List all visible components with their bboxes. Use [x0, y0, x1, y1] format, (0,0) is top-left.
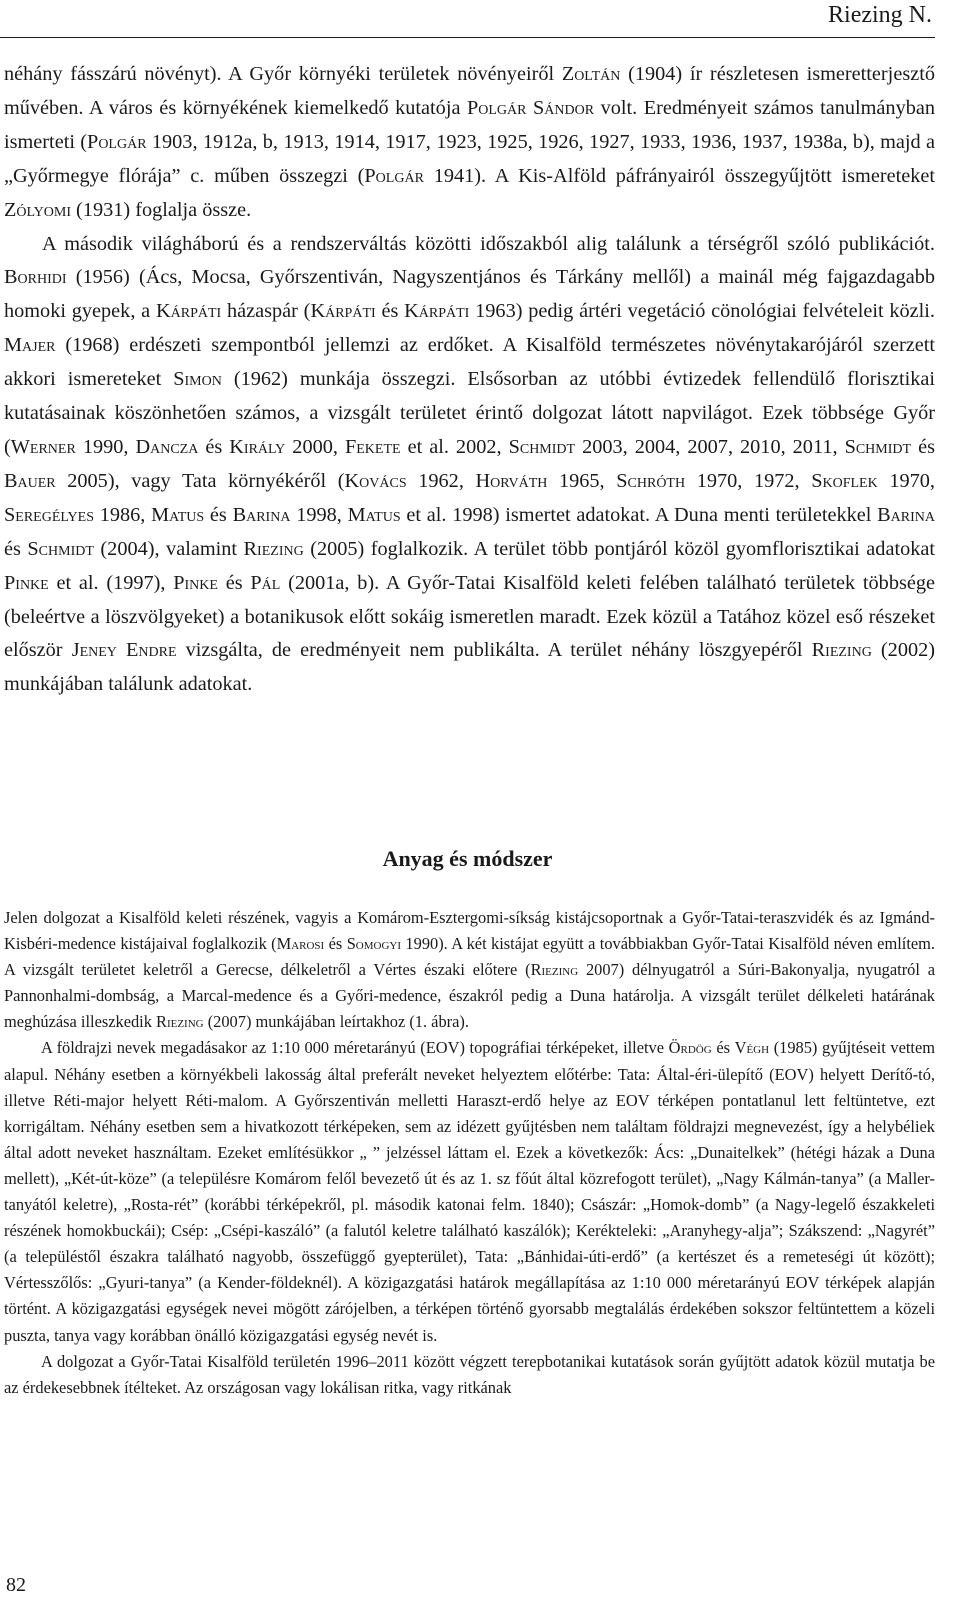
text-run: et al. 1998) ismertet adatokat. A Duna menti területekkel — [400, 503, 878, 526]
text-run: 1963) pedig ártéri vegetáció cönológiai felvételeit közli. — [469, 300, 935, 323]
text-run: és — [911, 435, 935, 458]
text-run: néhány fásszárú növényt). A Győr környéki területek növényeiről — [4, 63, 562, 85]
text-run: 2007) délnyugatról a Súri-Bakonyalja, nyugatról a Pannonhalmi-dombság, a Marcal-medence és a Győri-medence, északról pedig a Duna határolja. A vizsgált terület délkeleti határának meghúzása illeszkedik — [4, 960, 935, 1032]
text-run: et al. (1997), — [48, 571, 174, 594]
body-text — [4, 58, 935, 702]
author-name: Werner — [10, 435, 76, 458]
author-name: Polgár Sándor — [466, 96, 595, 119]
paragraph — [4, 905, 935, 1035]
author-name: Jeney Endre — [71, 639, 177, 662]
author-name: Ördög — [668, 1038, 712, 1058]
text-run: 2000, — [285, 435, 345, 458]
text-run: és — [217, 571, 251, 594]
running-header: Riezing N. — [828, 2, 932, 28]
text-run: A földrajzi nevek megadásakor az 1:10 000 méretarányú (EOV) topográfiai térképeket, illetve — [41, 1038, 669, 1058]
text-run: (2007) munkájában leírtakhoz (1. ábra). — [203, 1012, 469, 1032]
author-name: Barina — [877, 503, 935, 526]
text-run: 1965, — [547, 469, 617, 492]
text-run: (2005) foglalkozik. A terület több pontjáról közöl gyomflorisztikai adatokat — [303, 537, 935, 560]
author-name: Végh — [734, 1038, 770, 1058]
author-name: Riezing — [811, 639, 872, 662]
author-name: Bauer — [4, 469, 56, 492]
author-name: Schmidt — [844, 435, 912, 458]
text-run: Jelen dolgozat a Kisalföld keleti részének, vagyis a Komárom-Esztergomi-síkság kistájcsoportnak a Győr-Tatai-teraszvidék és az Igmánd-Kisbéri-medence kistájaival foglalkozik ( — [4, 908, 935, 954]
text-run: és — [198, 435, 230, 458]
author-name: Matus — [347, 503, 401, 526]
text-run: et al. 2002, — [400, 435, 509, 458]
text-run: (1956) (Ács, Mocsa, Győrszentiván, Nagyszentjános és Tárkány mellől) a mainál még fajgazdagabb homoki gyepek, a — [4, 266, 935, 323]
section-heading: Anyag és módszer — [382, 846, 553, 871]
author-name: Polgár — [364, 164, 424, 187]
text-run: volt. Eredményeit számos tanulmányban ismerteti ( — [4, 96, 935, 153]
text-run: 1970, — [877, 469, 935, 492]
author-name: Riezing — [243, 537, 304, 560]
author-name: Somogyi — [346, 934, 402, 954]
author-name: Zólyomi — [4, 198, 71, 221]
text-run: 1986, — [93, 503, 152, 526]
author-name: Riezing — [530, 960, 579, 980]
text-run: 1998, — [290, 503, 348, 526]
author-name: Pál — [250, 571, 281, 594]
paragraph — [4, 1035, 935, 1348]
paragraph — [4, 228, 935, 703]
text-run: házaspár ( — [221, 300, 311, 323]
text-run: (2002) munkájában találunk adatokat. — [4, 639, 935, 696]
text-run: (1962) munkája összegzi. Elsősorban az utóbbi évtizedek fellendülő florisztikai kutatásainak köszönhetően számos, a vizsgált területet érintő dolgozat látott napvilágot. Ezek többsége Győr ( — [4, 368, 935, 458]
header-rule — [0, 37, 935, 38]
text-run: és — [711, 1038, 735, 1058]
author-name: Kárpáti — [404, 300, 470, 323]
author-name: Borhidi — [4, 266, 67, 289]
text-run: vizsgálta, de eredményeit nem publikálta. A terület néhány löszgyepéről — [176, 639, 812, 662]
text-run: 2003, 2004, 2007, 2010, 2011, — [575, 435, 845, 458]
author-name: Simon — [173, 368, 222, 391]
text-run: 1941). A Kis-Alföld páfrányairól összegyűjtött ismereteket — [423, 164, 936, 187]
text-run: 2005), vagy Tata környékéről ( — [55, 469, 345, 492]
text-run: és — [4, 537, 28, 560]
author-name: Kárpáti — [155, 300, 222, 323]
text-run: (2004), valamint — [93, 537, 244, 560]
author-name: Schmidt — [27, 537, 94, 560]
text-run: és — [324, 934, 347, 954]
text-run: (1968) erdészeti szempontból jellemzi az erdőket. A Kisalföld természetes növénytakarójáról szerzett akkori ismereteket — [4, 334, 935, 391]
author-name: Király — [229, 435, 286, 458]
author-name: Marosi — [276, 934, 325, 954]
text-run: 1990). A két kistájat együtt a továbbiakban Győr-Tatai Kisalföld néven említem. A vizsgált területet keletről a Gerecse, délkeletről a Vértes északi előtere ( — [4, 934, 935, 980]
author-name: Matus — [151, 503, 205, 526]
text-run: A második világháború és a rendszerváltás közötti időszakból alig találunk a térségről szóló publikációt. — [42, 232, 935, 255]
text-run: 1962, — [406, 469, 476, 492]
author-name: Polgár — [87, 130, 147, 153]
text-run: 1903, 1912a, b, 1913, 1914, 1917, 1923, 1925, 1926, 1927, 1933, 1936, 1937, 1938a, b), majd a „Győrmegye flórája” c. műben összegzi ( — [4, 130, 935, 187]
text-run: (1931) foglalja össze. — [70, 198, 252, 221]
text-run: A dolgozat a Győr-Tatai Kisalföld területén 1996–2011 között végzett terepbotanikai kutatások során gyűjtött adatok közül mutatja be az érdekesebbnek ítélteket. Az országosan vagy lokálisan ritka, vagy ritkának — [4, 1351, 935, 1397]
text-run: 1990, — [75, 435, 136, 458]
author-name: Dancza — [135, 435, 199, 458]
author-name: Seregélyes — [4, 503, 94, 526]
author-name: Pinke — [4, 571, 49, 594]
paragraph — [4, 58, 935, 228]
author-name: Fekete — [344, 435, 401, 458]
author-name: Kárpáti — [310, 300, 376, 323]
paragraph — [4, 1349, 935, 1401]
author-name: Schmidt — [508, 435, 576, 458]
text-run: 1970, 1972, — [685, 469, 812, 492]
author-name: Kovács — [344, 469, 407, 492]
text-run: (2001a, b). A Győr-Tatai Kisalföld keleti felében található területek többsége (beleértve a löszvölgyeket) a botanikusok előtt sokáig ismeretlen maradt. Ezek közül a Tatához közel eső részeket először — [4, 571, 935, 662]
page-number: 82 — [6, 1574, 26, 1596]
methods-text — [4, 905, 935, 1401]
text-run: (1985) gyűjtéseit vettem alapul. Néhány esetben a környékbeli lakosság által preferált neveket helyeztem előtérbe: Tata: Által-éri-ülepítő (EOV) helyett Derítő-tó, illetve Réti-major helyett Réti-malom. A Győrszentiván melletti Haraszt-erdő helye az EOV térképen pontatlanul lett feltüntetve, ezt korrigáltam. Néhány esetben sem a hivatkozott térképeken, sem az idézett gyűjtésben nem találtam földrajzi megnevezést, így a helybéliek által adott neveket használtam. Ezeket említésükkor „ ” jelzéssel láttam el. Ezek a következők: Ács: „Dunaitelkek” (hétégi házak a Duna mellett), „Két-út-köze” (a településre Komárom felől bevezető út és az 1. sz főút által közrefogott terület), „Nagy Kálmán-tanya” (a Maller-tanyától keletre), „Rosta-rét” (korábbi térképekről, pl. második katonai felm. 1840); Császár: „Homok-domb” (a Nagy-legelő északkeleti részének homokbuckái); Csép: „Csépi-kaszáló” (a falutól keletre található kaszálók); Kerékteleki: „Aranyhegy-alja”; Szákszend: „Nagyrét” (a településtől északra található nagyobb, összefüggő gyepterület), Tata: „Bánhidai-úti-erdő” (a kertészet és a remeteségi út között); Vértesszőlős: „Gyuri-tanya” (a Kender-földeknél). A közigazgatási határok megállapítása az 1:10 000 méretarányú EOV térképek alapján történt. A közigazgatási egységek nevei mögött zárójelben, a térképen történő gyorsabb megtalálás érdekében sokszor feltüntettem a közeli puszta, tanya vagy korábban önálló közigazgatási egység nevét is. — [4, 1038, 935, 1345]
author-name: Majer — [4, 334, 56, 357]
text-run: (1904) ír részletesen ismeretterjesztő művében. A város és környékének kiemelkedő kutatója — [4, 63, 935, 119]
text-run: és — [204, 503, 233, 526]
author-name: Barina — [232, 503, 291, 526]
text-run: és — [375, 300, 405, 323]
author-name: Zoltán — [561, 63, 621, 85]
author-name: Skoflek — [811, 469, 878, 492]
author-name: Horváth — [475, 469, 548, 492]
author-name: Riezing — [156, 1012, 204, 1032]
author-name: Schróth — [616, 469, 686, 492]
author-name: Pinke — [173, 571, 218, 594]
